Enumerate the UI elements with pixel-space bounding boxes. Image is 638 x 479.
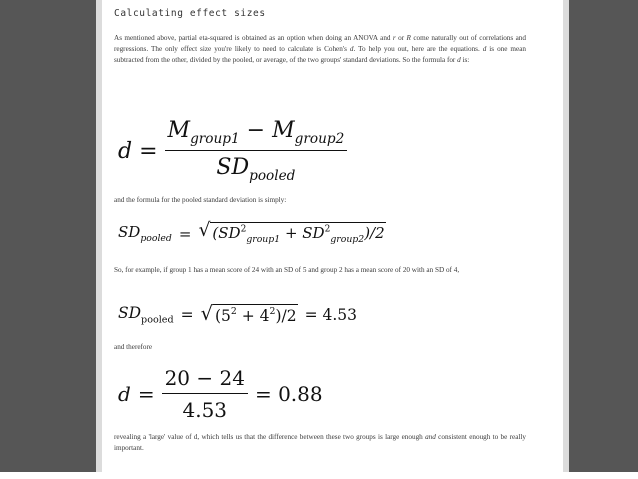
eq3-lhs-sub: pooled [141,314,174,326]
eq3-result: = 4.53 [304,305,358,324]
left-margin-panel [0,0,96,479]
eq1-lhs: d [118,138,133,164]
radical-sign-icon: √ [198,220,211,241]
intro-text-4: . To help you out, here are the equations. [353,45,483,54]
eq1-sd: SD [216,155,250,181]
eq2-equals: = [178,224,192,243]
eq2-sd: SD [118,223,141,241]
document-page [102,0,563,479]
eq3-sup1: 2 [230,306,237,318]
conclusion-paragraph [114,432,526,454]
intro-text-3: come naturally out of correlations and regressions. The only effect size you're likely to need to calculate is Cohen's [114,34,526,54]
intro-text-1: As mentioned above, partial eta-squared is obtained as an option when doing an ANOVA and [114,34,393,42]
eq2-plus: + SD [280,224,325,242]
eq4-equals: = [137,382,155,407]
eq2-sub2: group2 [330,234,365,246]
eq4-lhs: d [118,382,131,407]
eq2-lhs [118,223,172,244]
therefore-text: and therefore [114,343,153,351]
pooled-sd-example [118,304,357,325]
conclusion-text-1: revealing a 'large' value of d, which tells us that the difference between these two groups is large enough [114,433,426,441]
eq3-square-root [201,304,298,325]
eq3-sd: SD [118,304,142,322]
pooled-intro-text: and the formula for the pooled standard deviation is simply: [114,196,287,204]
page-content [114,8,526,19]
intro-text-5: is one mean subtracted from the other, divided by the pooled, or average, of the two groups' standard deviations. So the formula for [114,45,526,65]
eq3-equals: = [180,305,194,324]
intro-text-6: is: [460,56,470,65]
radical-sign-icon: √ [200,302,213,326]
intro-d-3: d [457,56,461,65]
eq1-fraction-bar [165,150,348,151]
intro-paragraph [114,33,526,67]
eq3-close: )/2 [275,307,297,326]
intro-d-1: d [349,45,354,54]
conclusion-text-2: consistent enough to be really important. [114,433,526,453]
eq2-sup2: 2 [324,224,331,235]
eq4-numerator: 20 − 24 [164,366,245,390]
eq3-lhs [118,304,174,325]
right-page-edge [563,0,569,479]
eq3-radicand [213,304,298,325]
eq2-lhs-sub: pooled [140,233,172,245]
eq1-minus: − [246,118,266,143]
eq2-close: )/2 [364,224,385,242]
eq4-fraction [162,366,248,422]
eq4-denominator: 4.53 [182,398,228,423]
eq1-m1: M [167,118,191,143]
intro-R: R [406,34,411,42]
eq1-sd-sub: pooled [249,168,296,185]
eq3-open: (5 [214,307,231,326]
eq2-sup1: 2 [240,224,247,235]
eq2-radicand [210,222,385,245]
cohens-d-example [118,366,323,422]
eq1-m2: M [272,118,295,143]
example-paragraph: So, for example, if group 1 has a mean score of 24 with an SD of 5 and group 2 has a mean score of 20 with an SD of 4, [114,266,460,274]
eq4-fraction-bar [162,393,248,394]
pooled-sd-formula [118,222,386,245]
eq4-result: = 0.88 [254,382,323,407]
eq1-equals: = [139,138,158,164]
eq2-sub1: group1 [246,234,281,246]
eq1-m2-sub: group2 [294,131,345,148]
eq2-square-root [198,222,385,245]
eq1-numerator [165,118,348,147]
eq1-m1-sub: group1 [190,131,240,148]
intro-r: r [392,34,396,42]
eq2-open: (SD [212,224,241,242]
right-margin-panel [569,0,638,479]
bottom-band [0,472,638,479]
eq3-plus: + 4 [236,307,270,326]
cohens-d-formula [118,118,347,185]
conclusion-and: and [425,433,436,441]
eq3-sup2: 2 [269,306,276,318]
intro-d-2: d [482,45,487,54]
eq1-denominator [165,155,348,184]
intro-text-2: or [395,34,407,42]
eq1-fraction [165,118,348,185]
section-heading: Calculating effect sizes [114,8,266,19]
